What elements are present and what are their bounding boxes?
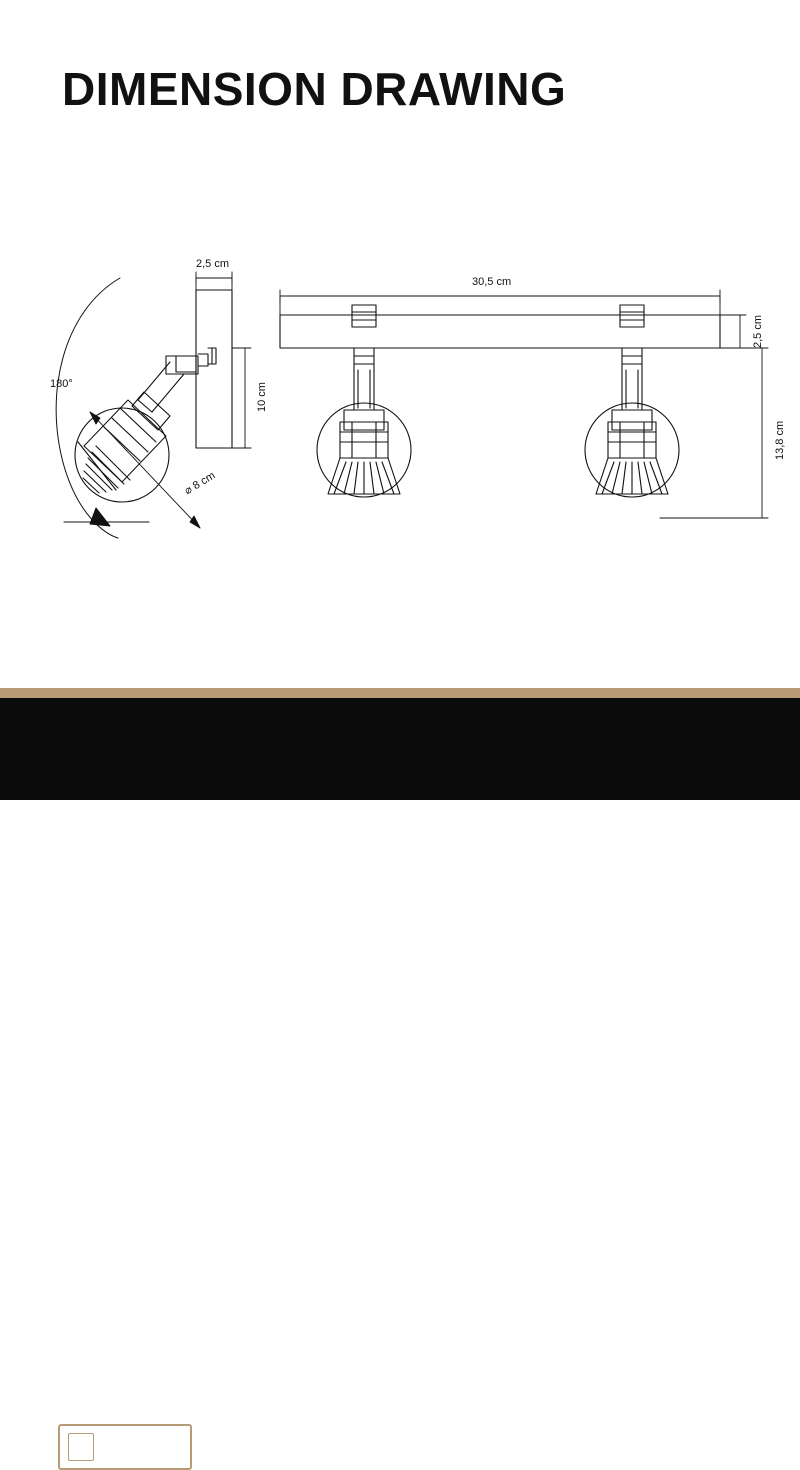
side-swivel-arm (166, 348, 216, 374)
wall-plate (196, 290, 232, 448)
warranty-label-warranty: WARRANTY (103, 1447, 169, 1459)
warranty-badge (58, 1424, 192, 1470)
dim-bar-length (280, 290, 720, 315)
warranty-label (103, 1435, 168, 1459)
footer-accent-stripe (0, 688, 800, 698)
label-rotation-angle: 180° (50, 378, 73, 390)
page-title: DIMENSION DRAWING (62, 63, 567, 115)
dim-bar-height (720, 315, 746, 348)
footer-bar (0, 698, 800, 1461)
warranty-label-year: YEAR (103, 1434, 134, 1447)
technical-drawing (0, 150, 800, 690)
side-lamp-head (75, 400, 169, 502)
brand-name: Olucia (653, 1428, 740, 1461)
dim-backplate-depth (196, 272, 232, 290)
label-total-height: 13,8 cm (774, 420, 786, 460)
label-backplate-depth: 2,5 cm (196, 258, 230, 270)
rotation-arc (56, 278, 149, 538)
label-bar-length: 30,5 cm (472, 276, 512, 288)
warranty-years-number: 2 (68, 1433, 94, 1461)
dim-backplate-height (232, 348, 251, 448)
label-head-diameter: ⌀ 8 cm (182, 469, 218, 498)
label-backplate-height: 10 cm (256, 382, 268, 412)
drawing-svg (0, 150, 800, 690)
mount-bar (280, 315, 720, 348)
label-bar-height: 2,5 cm (752, 314, 764, 348)
spot-head-right (585, 305, 679, 497)
spot-head-left (317, 305, 411, 497)
dim-head-diameter (90, 412, 200, 528)
